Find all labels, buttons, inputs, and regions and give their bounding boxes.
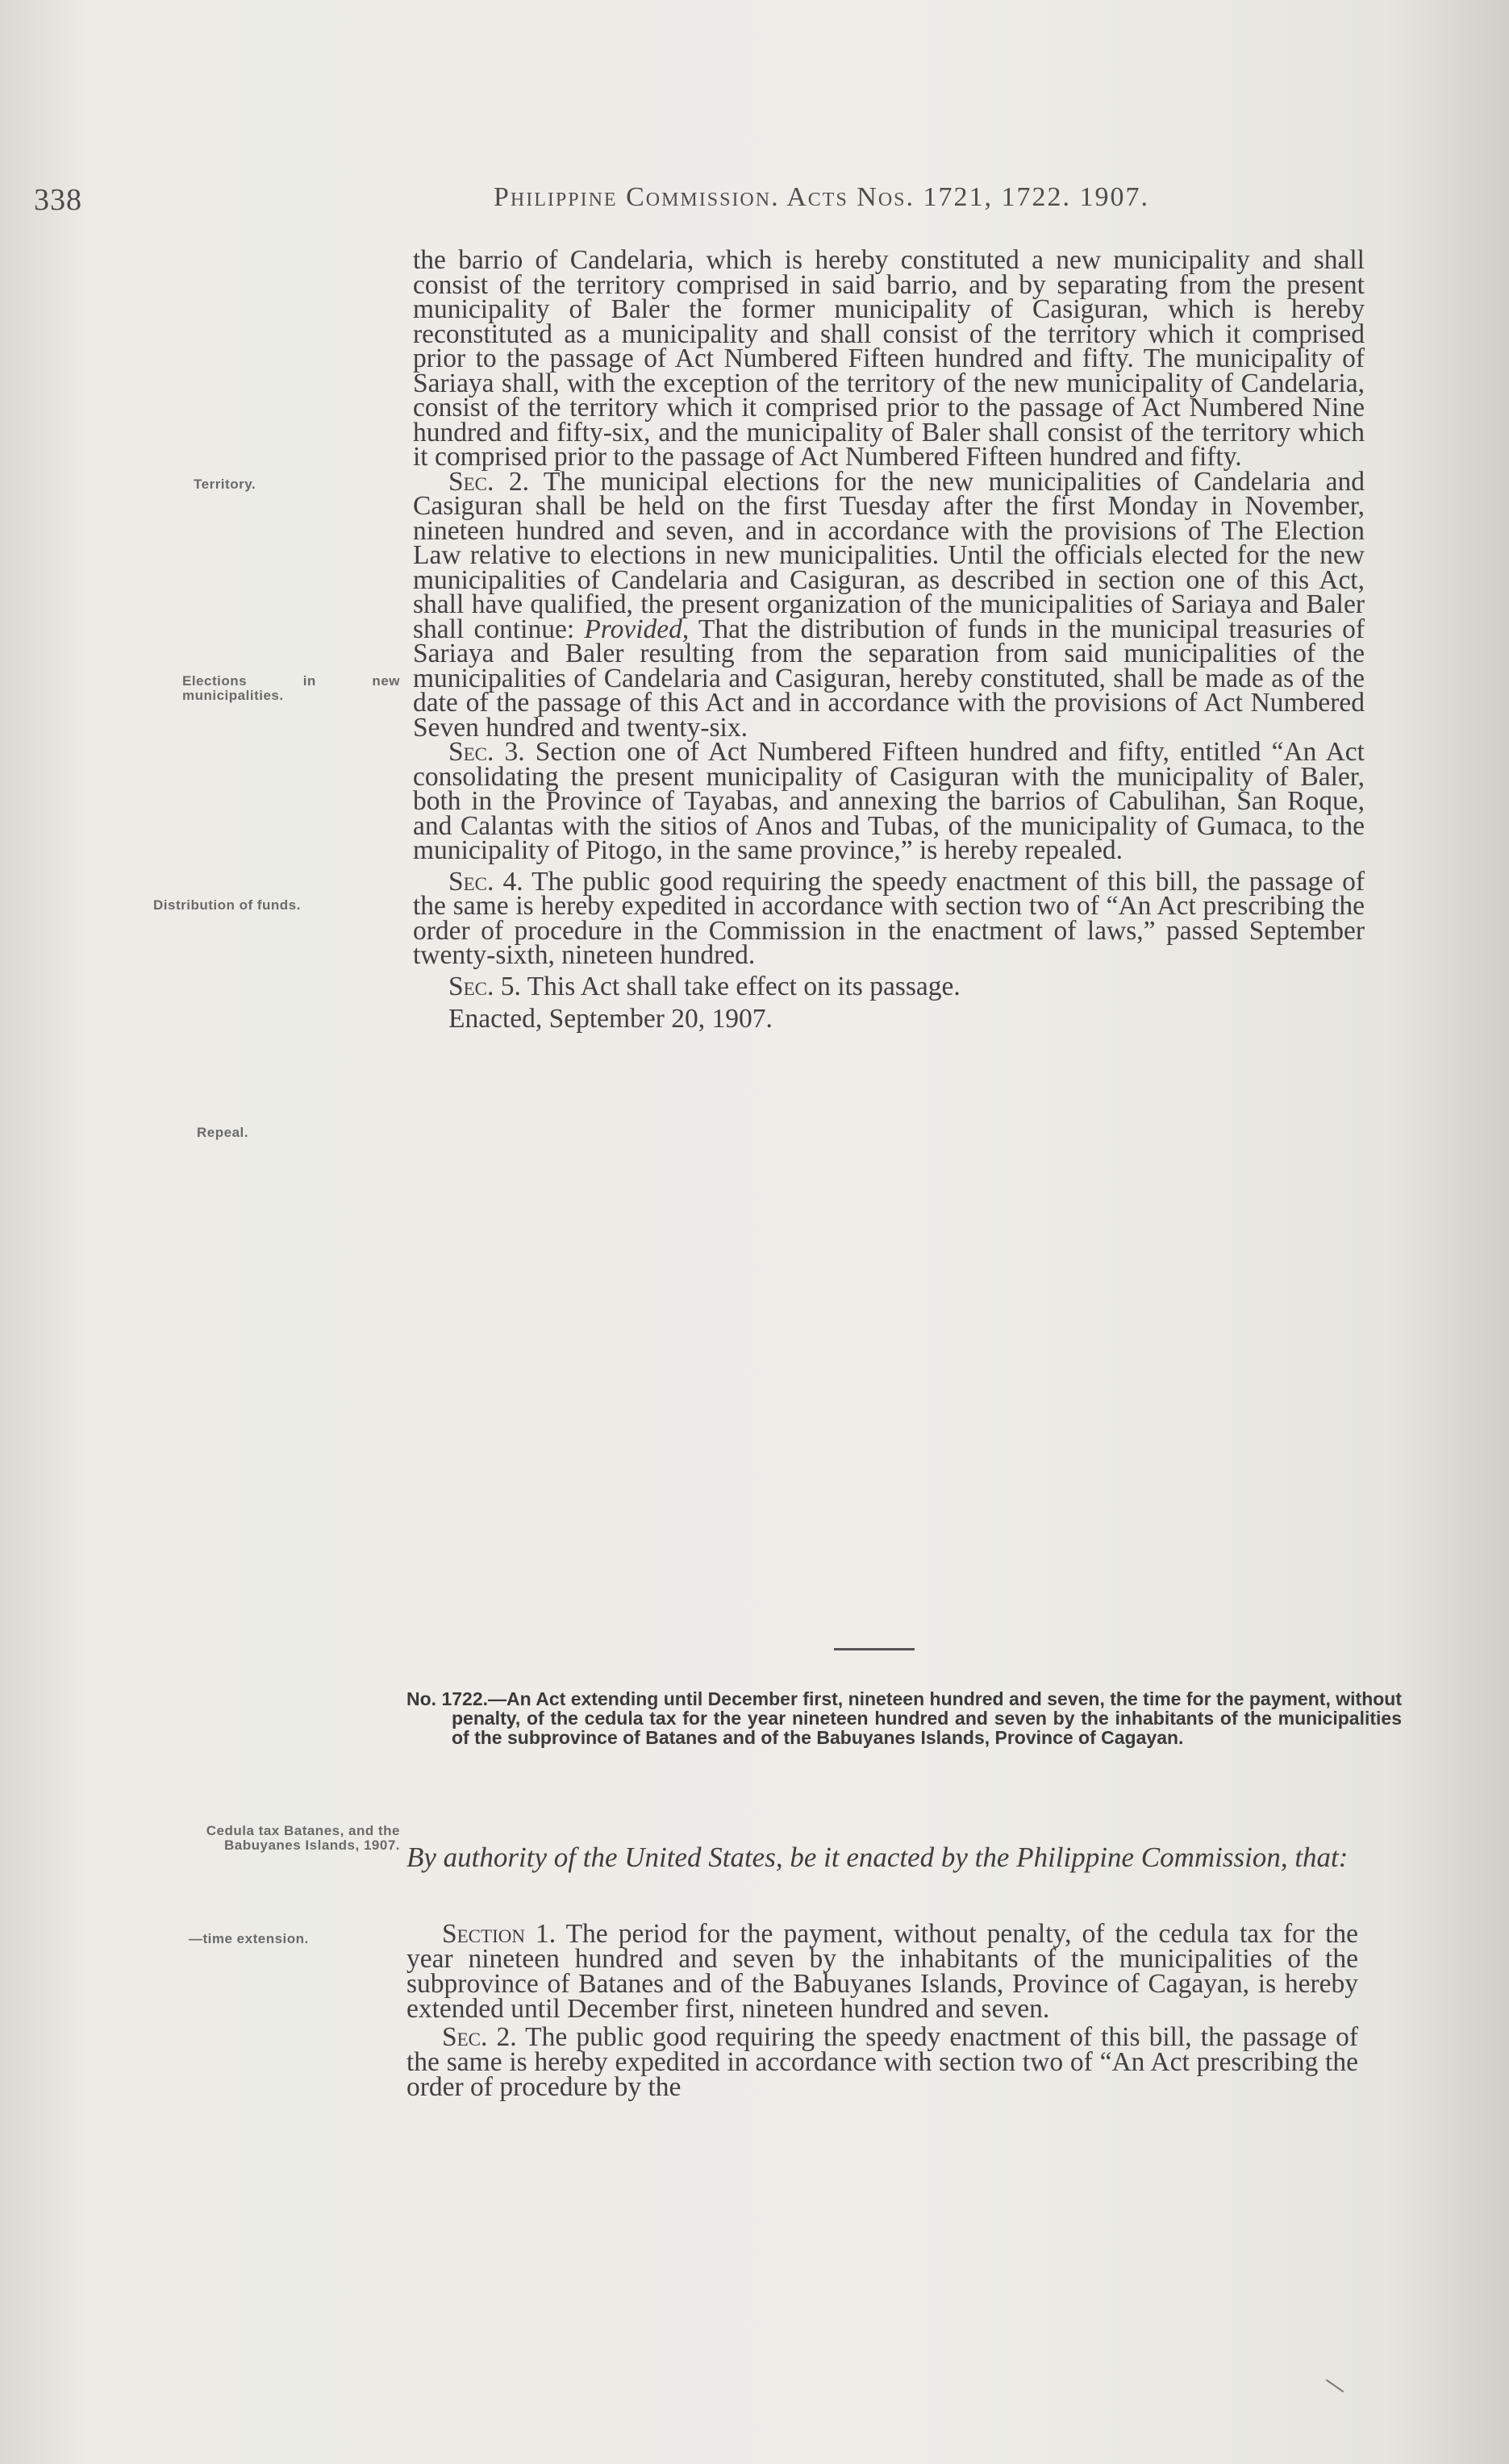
- act-1722-body: [406, 1921, 1358, 2100]
- enacting-clause: By authority of the United States, be it enacted by the Philippine Commission, that:: [406, 1842, 1349, 1873]
- section-text: Section one of Act Numbered Fifteen hundred and fifty, entitled “An Act consolidating the present municipality of Casiguran with the municipality of Baler, both in the Province of Tayabas, and annexing the barrios of Cabulihan, San Roque, and Calantas with the sitios of Anos and Tubas, of the municipality of Gumaca, to the municipality of Pitogo, in the same province,” is hereby repealed.: [413, 737, 1365, 865]
- section-label: Sec. 2.: [442, 2022, 517, 2052]
- margin-note-cedula: Cedula tax Batanes, and the Babuyanes Islands, 1907.: [206, 1823, 400, 1853]
- enacted-date: Enacted, September 20, 1907.: [448, 1004, 773, 1034]
- margin-note-elections: Elections in new municipalities.: [182, 673, 400, 703]
- page-number: 338: [34, 183, 82, 217]
- section-text: The public good requiring the speedy enactment of this bill, the passage of the same is hereby expedited in accordance with section two of “An Act prescribing the order of procedure in the Commission in the enactment of laws,” passed September twenty-sixth, nineteen hundred.: [413, 866, 1365, 970]
- paragraph-section-1: [406, 1919, 1358, 2024]
- paragraph-section-4: [413, 866, 1365, 970]
- provided-word: Provided,: [584, 614, 690, 644]
- margin-note-time-extension: —time extension.: [189, 1931, 309, 1946]
- margin-note-distribution: Distribution of funds.: [153, 897, 301, 913]
- section-text: The period for the payment, without penalty, of the cedula tax for the year nineteen hundred and seven by the inhabitants of the municipalities of the subprovince of Batanes and of the Babuyanes Islands, Province of Cagayan, is hereby extended until December first, nineteen hundred and seven.: [406, 1919, 1358, 2024]
- section-text: The public good requiring the speedy enactment of this bill, the passage of the same is hereby expedited in accordance with section two of “An Act prescribing the order of procedure by the: [406, 2022, 1358, 2102]
- section-divider: [834, 1648, 915, 1650]
- act-1721-body: [413, 245, 1365, 1034]
- margin-note-territory: Territory.: [194, 477, 256, 492]
- section-label: Sec. 5.: [448, 971, 521, 1001]
- margin-note-repeal: Repeal.: [197, 1125, 248, 1140]
- section-text: This Act shall take effect on its passage.: [520, 971, 961, 1001]
- paragraph-territory: the barrio of Candelaria, which is hereby constituted a new municipality and shall consist of the territory comprised in said barrio, and by separating from the present municipality of Baler the former municipality of Casiguran, which is hereby reconstituted as a municipality and shall consist of the territory which it comprised prior to the passage of Act Numbered Fifteen hundred and fifty. The municipality of Sariaya shall, with the exception of the territory of the new municipality of Candelaria, consist of the territory which it comprised prior to the passage of Act Numbered Nine hundred and fifty-six, and the municipality of Baler shall consist of the territory which it comprised prior to the passage of Act Numbered Fifteen hundred and fifty.: [413, 245, 1365, 472]
- running-head: Philippine Commission. Acts Nos. 1721, 1722. 1907.: [494, 182, 1150, 212]
- section-label: Section 1.: [442, 1919, 556, 1949]
- section-text-continued: That the distribution of funds in the municipal treasuries of Sariaya and Baler resulting from the separation from said municipalities of the municipalities of Candelaria and Casiguran, hereby constituted, shall be made as of the date of the passage of this Act and in accordance with the provisions of Act Numbered Seven hundred and twenty-six.: [413, 614, 1365, 743]
- act-1722-title: No. 1722.—An Act extending until December first, nineteen hundred and seven, the time for the payment, without penalty, of the cedula tax for the year nineteen hundred and seven by the inhabitants of the municipalities of the subprovince of Batanes and of the Babuyanes Islands, Province of Cagayan.: [406, 1688, 1402, 1748]
- paragraph-section-2: [413, 466, 1365, 743]
- paragraph-section-3: [413, 737, 1365, 865]
- section-label: Sec. 3.: [448, 737, 525, 767]
- section-label: Sec. 2.: [448, 466, 529, 497]
- section-text: The municipal elections for the new municipalities of Candelaria and Casiguran shall be held on the first Tuesday after the first Monday in November, nineteen hundred and seven, and in accordance with the provisions of The Election Law relative to elections in new municipalities. Until the officials elected for the new municipalities of Candelaria and Casiguran, as described in section one of this Act, shall have qualified, the present organization of the municipalities of Sariaya and Baler shall continue:: [413, 466, 1365, 644]
- paragraph-section-2: [406, 2022, 1358, 2102]
- paper-speck: [1326, 2379, 1344, 2393]
- section-label: Sec. 4.: [448, 866, 523, 897]
- paragraph-section-5: [413, 971, 1365, 1001]
